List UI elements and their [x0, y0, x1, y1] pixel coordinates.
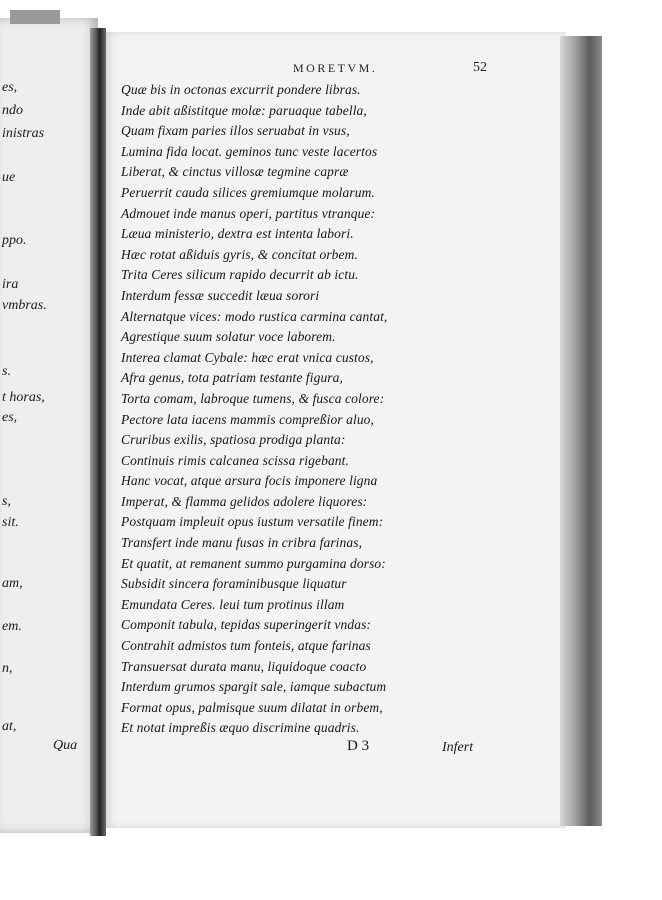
left-page-fragment: inistras — [2, 126, 45, 141]
left-page-fragment: em. — [2, 619, 22, 634]
left-page-fragment: ndo — [2, 103, 23, 118]
verse-line: Quæ bis in octonas excurrit pondere libras. — [121, 82, 361, 97]
verse-line: Alternatque vices: modo rustica carmina cantat, — [121, 308, 388, 324]
catchword: Infert — [442, 740, 474, 755]
left-page-fragment: ira — [2, 277, 19, 292]
left-page-fragment: es, — [2, 410, 18, 425]
verse-line: Imperat, & flamma gelidos adolere liquores: — [121, 493, 368, 509]
left-page-catchword: Qua — [53, 738, 78, 753]
page-number: 52 — [473, 60, 487, 75]
left-page-fragment: am, — [2, 576, 23, 591]
verse-line: Peruerrit cauda silices gremiumque molarum. — [121, 184, 375, 200]
verse-line: Postquam impleuit opus iustum versatile finem: — [121, 514, 384, 530]
verse-line: Transuersat durata manu, liquidoque coacto — [121, 658, 367, 674]
verse-line: Componit tabula, tepidas superingerit vndas: — [121, 617, 372, 633]
verse-line: Afra genus, tota patriam testante figura, — [121, 370, 343, 386]
verse-line: Torta comam, labroque tumens, & fusca colore: — [121, 390, 385, 406]
left-page-fragment: s, — [2, 494, 11, 509]
verse-line: Pectore lata iacens mammis compreßior aluo, — [121, 411, 375, 427]
left-page-fragment: sit. — [2, 515, 19, 530]
verse-line: Subsidit sincera foraminibusque liquatur — [121, 576, 347, 592]
verse-line: Inde abit aßistitque molæ: paruaque tabella, — [121, 102, 367, 118]
verse-line: Emundata Ceres. leui tum protinus illam — [121, 596, 345, 612]
verse-line: Lumina fida locat. geminos tunc veste lacertos — [121, 143, 378, 159]
left-page-fragment: es, — [2, 80, 18, 95]
page-fore-edge — [560, 36, 602, 826]
verse-line: Liberat, & cinctus villosæ tegmine capræ — [121, 164, 349, 180]
verse-line: Cruribus exilis, spatiosa prodiga planta: — [121, 432, 346, 448]
verse-line: Hanc vocat, atque arsura focis imponere ligna — [121, 473, 378, 489]
left-page-fragment: s. — [2, 364, 11, 379]
verse-line: Transfert inde manu fusas in cribra farinas, — [121, 535, 363, 551]
verse-line: Format opus, palmisque suum dilatat in orbem, — [121, 699, 383, 715]
left-page-edge — [10, 10, 60, 24]
verse-line: Agrestique suum solatur voce laborem. — [121, 329, 336, 345]
verse-line: Quam fixam paries illos seruabat in vsus, — [121, 123, 350, 139]
running-header: MORETVM. — [293, 61, 378, 75]
verse-line: Interdum fessæ succedit læua sorori — [121, 287, 320, 303]
verse-line: Trita Ceres silicum rapido decurrit ab ictu. — [121, 267, 359, 283]
left-page-fragment: n, — [2, 661, 13, 676]
verse-line: Hæc rotat aßiduis gyris, & concitat orbem. — [121, 246, 358, 262]
verse-line: Interea clamat Cybale: hæc erat vnica custos, — [121, 349, 374, 365]
verse-line: Et notat impreßis æquo discrimine quadris. — [121, 720, 360, 736]
verse-line: Continuis rimis calcanea scissa rigebant. — [121, 452, 349, 468]
left-page-fragment: ue — [2, 170, 16, 185]
verse-line: Et quatit, at remanent summo purgamina dorso: — [121, 555, 386, 571]
verse-line: Contrahit admistos tum fonteis, atque farinas — [121, 638, 371, 654]
left-page-fragment: ppo. — [2, 233, 27, 248]
left-page-fragment: t horas, — [2, 390, 45, 405]
left-page-fragment: at, — [2, 719, 17, 734]
book-gutter — [90, 28, 106, 836]
signature-mark: D 3 — [347, 738, 370, 754]
verse-line: Admouet inde manus operi, partitus vtranque: — [121, 205, 376, 221]
verse-line: Læua ministerio, dextra est intenta labori. — [121, 226, 354, 242]
verse-line: Interdum grumos spargit sale, iamque subactum — [121, 679, 387, 695]
left-page-fragment: vmbras. — [2, 298, 47, 313]
verse-list — [121, 80, 561, 739]
